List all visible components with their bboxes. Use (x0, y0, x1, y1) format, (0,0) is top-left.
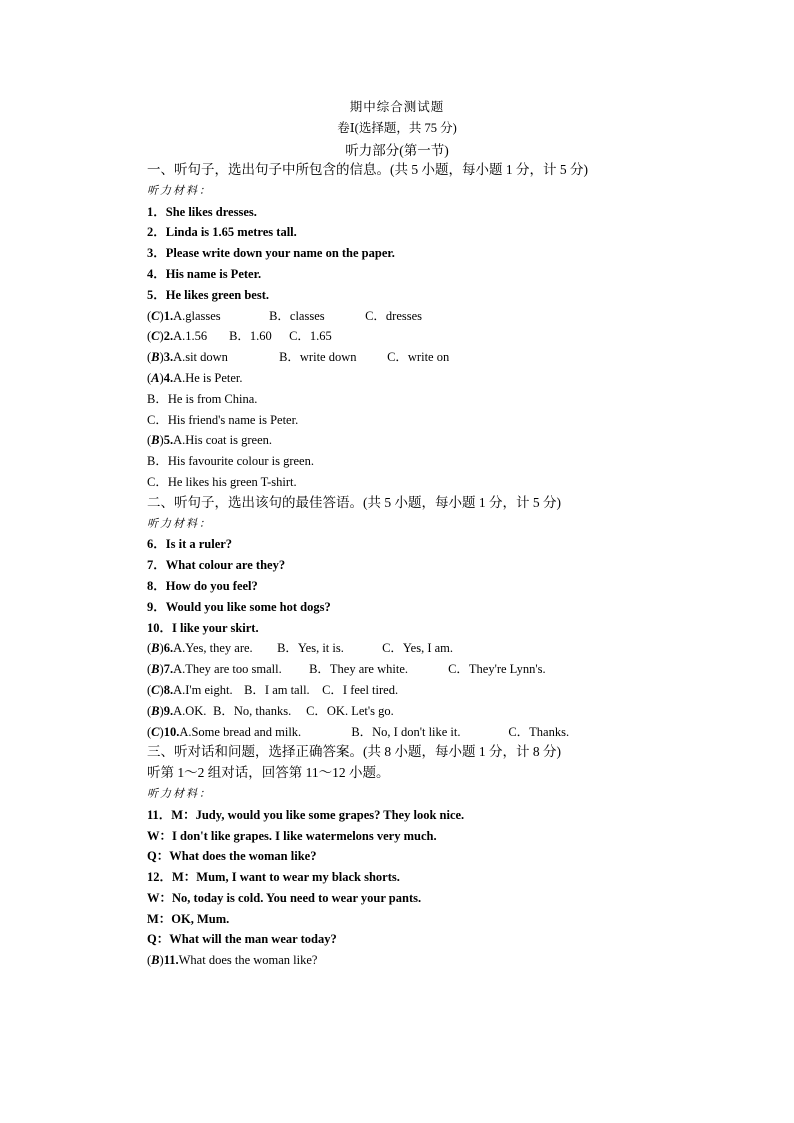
option-a: A.OK. (173, 703, 207, 718)
question-7: (B)7.A.They are too small. B．They are white. C．They're Lynn's. (147, 659, 767, 680)
option-a: A.Some bread and milk. (179, 724, 302, 739)
section3-heading: 三、听对话和问题，选择正确答案。(共 8 小题，每小题 1 分，计 8 分) (147, 744, 561, 760)
script-line: 12．M：Mum, I want to wear my black shorts. (147, 870, 400, 885)
script-line: M：OK, Mum. (147, 911, 230, 926)
question-8: (C)8.A.I'm eight. B．I am tall. C．I feel tired. (147, 680, 767, 701)
question-number: 10. (163, 724, 180, 739)
answer-2: C (151, 329, 160, 344)
option-c: C．OK. Let's go. (306, 703, 394, 718)
option-c: C．1.65 (289, 329, 332, 344)
script-line: 7．What colour are they? (147, 558, 286, 573)
answer-8: C (151, 682, 160, 697)
section2-heading: 二、听句子，选出该句的最佳答语。(共 5 小题，每小题 1 分，计 5 分) (147, 494, 561, 510)
option-b: B．classes (269, 308, 325, 323)
section3-instruction: 听第 1～2 组对话，回答第 11～12 小题。 (147, 765, 390, 781)
script-line: 6．Is it a ruler? (147, 537, 233, 552)
question-text: What does the woman like? (178, 953, 318, 968)
question-10: (C)10.A.Some bread and milk. B．No, I don't like it. C．Thanks. (147, 722, 767, 743)
script-line: Q：What does the woman like? (147, 849, 317, 864)
option-b: B．Yes, it is. (277, 641, 344, 656)
question-11: (B)11.What does the woman like? (147, 953, 318, 968)
script-line: 3．Please write down your name on the paper. (147, 246, 395, 261)
script-line: 9．Would you like some hot dogs? (147, 599, 331, 614)
question-2: (C)2.A.1.56 B．1.60 C．1.65 (147, 326, 767, 347)
part-heading: 听力部分(第一节) (345, 143, 449, 158)
answer-6: B (151, 641, 160, 656)
material-label: 听力材料： (147, 184, 212, 197)
question-number: 3. (163, 350, 174, 365)
option-c: C．write on (387, 350, 450, 365)
exam-content (147, 160, 767, 971)
option-c: C．dresses (365, 308, 423, 323)
option-c: C．He likes his green T-shirt. (147, 474, 297, 489)
script-line: 2．Linda is 1.65 metres tall. (147, 225, 297, 240)
section1-heading: 一、听句子，选出句子中所包含的信息。(共 5 小题，每小题 1 分，计 5 分) (147, 162, 588, 177)
answer-3: B (151, 350, 160, 365)
question-number: 6. (163, 641, 174, 656)
material-label: 听力材料： (147, 787, 212, 800)
script-line: 1．She likes dresses. (147, 204, 257, 219)
question-3: (B)3.A.sit down B．write down C．write on (147, 347, 767, 368)
script-line: Q：What will the man wear today? (147, 932, 337, 947)
question-number: 1. (163, 308, 174, 323)
answer-7: B (151, 662, 160, 677)
script-line: W：No, today is cold. You need to wear your pants. (147, 890, 422, 905)
option-b: B．They are white. (309, 662, 408, 677)
answer-1: C (151, 308, 160, 323)
script-line: 11．M：Judy, would you like some grapes? They look nice. (147, 807, 465, 822)
answer-5: B (151, 433, 160, 448)
answer-4: A (151, 370, 160, 385)
option-a: A.He is Peter. (173, 370, 243, 385)
question-6: (B)6.A.Yes, they are. B．Yes, it is. C．Yes, I am. (147, 638, 767, 659)
question-number: 11. (163, 953, 179, 968)
question-number: 5. (163, 433, 174, 448)
option-a: A.His coat is green. (173, 433, 272, 448)
question-1: (C)1.A.glasses B．classes C．dresses (147, 306, 767, 327)
option-c: C．Thanks. (508, 724, 570, 739)
option-a: A.They are too small. (173, 662, 282, 677)
option-b: B．1.60 (229, 329, 272, 344)
question-5: (B)5.A.His coat is green. (147, 433, 272, 448)
option-b: B．write down (279, 350, 357, 365)
option-c: C．They're Lynn's. (448, 662, 546, 677)
option-a: A.Yes, they are. (173, 641, 253, 656)
answer-10: C (151, 724, 160, 739)
script-line: 8．How do you feel? (147, 578, 258, 593)
option-b: B．His favourite colour is green. (147, 454, 314, 469)
script-line: 5．He likes green best. (147, 287, 269, 302)
answer-9: B (151, 703, 160, 718)
option-b: B．I am tall. (244, 682, 310, 697)
option-a: A.I'm eight. (173, 682, 233, 697)
option-b: B．He is from China. (147, 391, 258, 406)
option-a: A.glasses (173, 308, 221, 323)
script-line: W：I don't like grapes. I like watermelons very much. (147, 828, 437, 843)
option-b: B．No, thanks. (213, 703, 292, 718)
paper-subtitle: 卷Ⅰ(选择题，共 75 分) (337, 121, 457, 135)
option-b: B．No, I don't like it. (351, 724, 461, 739)
exam-title: 期中综合测试题 (349, 100, 445, 114)
option-a: A.1.56 (173, 329, 208, 344)
question-number: 8. (163, 682, 174, 697)
question-number: 7. (163, 662, 174, 677)
option-c: C．His friend's name is Peter. (147, 412, 299, 427)
script-line: 10．I like your skirt. (147, 620, 259, 635)
answer-11: B (151, 953, 160, 968)
question-number: 2. (163, 329, 174, 344)
option-c: C．Yes, I am. (382, 641, 454, 656)
question-4: (A)4.A.He is Peter. (147, 370, 243, 385)
question-number: 9. (163, 703, 174, 718)
script-line: 4．His name is Peter. (147, 266, 262, 281)
option-c: C．I feel tired. (322, 682, 399, 697)
question-number: 4. (163, 370, 174, 385)
question-9: (B)9.A.OK. B．No, thanks. C．OK. Let's go. (147, 701, 767, 722)
material-label: 听力材料： (147, 517, 212, 530)
option-a: A.sit down (173, 350, 228, 365)
